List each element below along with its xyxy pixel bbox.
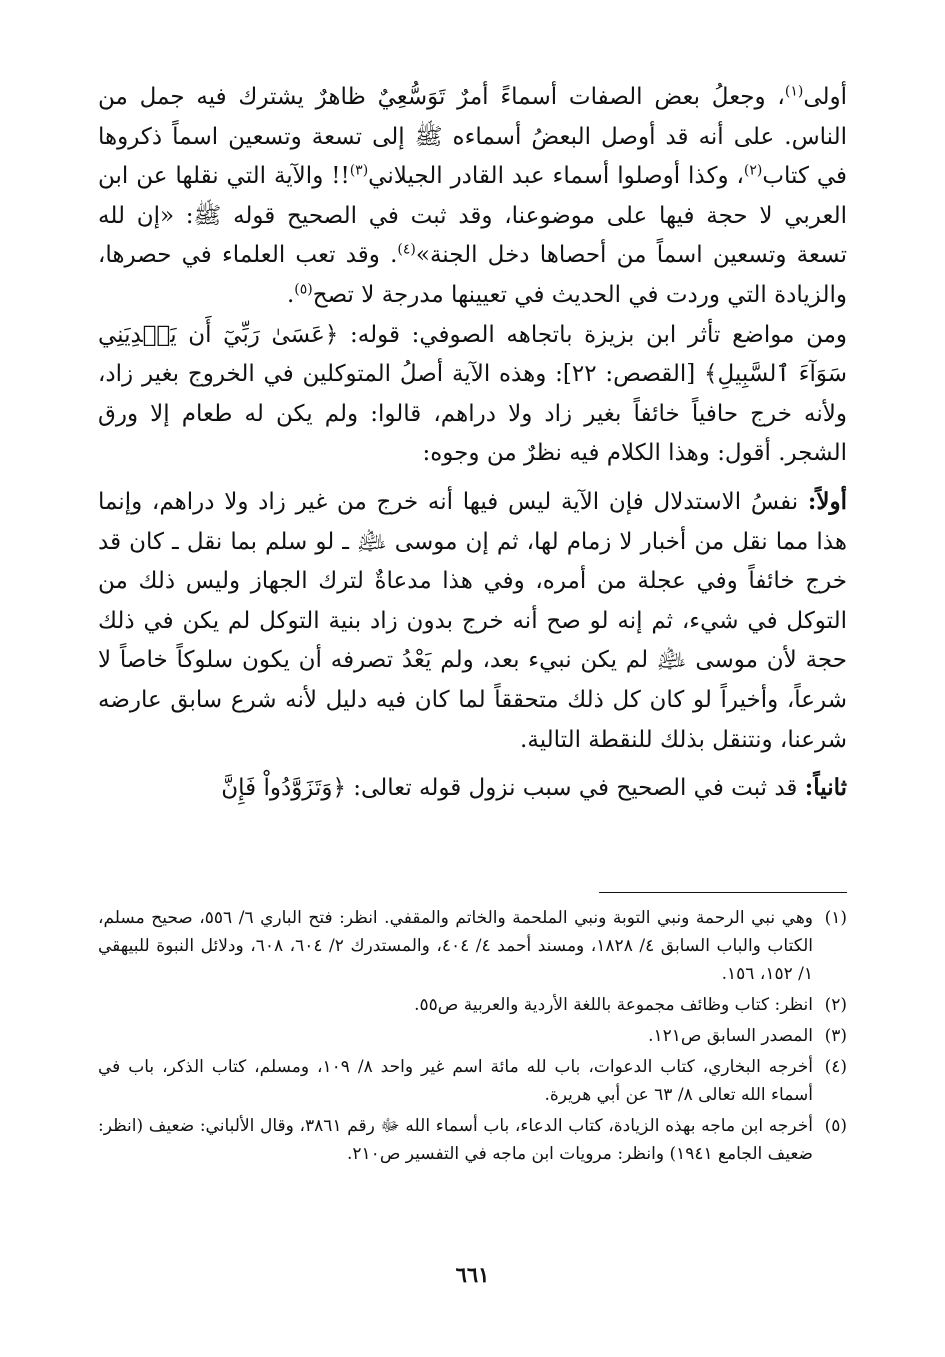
second-point-lead: ثانياً:: [804, 774, 847, 802]
paragraph-1-segment-3: ، وكذا أوصلوا أسماء عبد القادر الجيلاني: [368, 163, 744, 190]
paragraph-1-segment-6: .: [286, 281, 295, 308]
footnote-ref-5: (٥): [294, 281, 313, 298]
footnote-text: أخرجه ابن ماجه بهذه الزيادة، كتاب الدعاء، باب أسماء الله ﷻ رقم ٣٨٦١، وقال الألباني: ضعيف (انظر: ضعيف الجامع ١٩٤١) وانظر: مرويات ابن ماجه في التفسير ص٢١٠.: [98, 1116, 813, 1164]
footnote-text: المصدر السابق ص١٢١.: [648, 1026, 813, 1046]
paragraph-1-segment-5: . وقد تعب العلماء في حصرها، والزيادة التي وردت في الحديث في تعيينها مدرجة لا تصح: [98, 242, 847, 308]
footnote-text: وهي نبي الرحمة ونبي التوبة ونبي الملحمة والخاتم والمقفي. انظر: فتح الباري ٦/ ٥٥٦، صحيح مسلم، الكتاب والباب السابق ٤/ ١٨٢٨، ومسند أحمد ٤/ ٤٠٤، والمستدرك ٢/ ٦٠٤، ٦٠٨، ودلائل النبوة للبيهقي ١/ ١٥٢، ١٥٦.: [98, 908, 814, 984]
footnote-1: [98, 904, 847, 988]
footnote-4: [98, 1053, 847, 1109]
footnote-5: [98, 1112, 847, 1168]
footnote-ref-4: (٤): [397, 241, 416, 258]
page-number: ٦٦١: [455, 1262, 490, 1287]
first-point-lead: أولاً:: [807, 487, 847, 515]
second-point-text: قد ثبت في الصحيح في سبب نزول قوله تعالى: ﴿وَتَزَوَّدُواْ فَإِنَّ: [221, 775, 805, 802]
footnote-ref-3: (٣): [349, 162, 369, 179]
first-point-text: نفسُ الاستدلال فإن الآية ليس فيها أنه خرج من غير زاد ولا دراهم، وإنما هذا مما نقل من أخبار لا زمام لها، ثم إن موسى ﵇ ـ لو سلم بما نقل ـ كان قد خرج خائفاً وفي عجلة من أمره، وفي هذا مدعاةٌ لترك الجهاز وليس ذلك من التوكل في شيء، ثم إنه لو صح أنه خرج بدون زاد بنية التوكل لم يكن في ذلك حجة لأن موسى ﵇ لم يكن نبيء بعد، ولم يَعْدُ تصرفه أن يكون سلوكاً خاصاً لا شرعاً، وأخيراً لو كان كل ذلك متحققاً لما كان فيه دليل لأنه شرع سابق عارضه شرعنا، ونتنقل بذلك للنقطة التالية.: [98, 488, 847, 753]
footnote-number: (٢): [824, 995, 847, 1015]
footnote-ref-1: (١): [784, 83, 804, 100]
footnote-text: انظر: كتاب وظائف مجموعة باللغة الأردية والعربية ص٥٥.: [414, 995, 813, 1015]
paragraph-first-point: [98, 482, 847, 760]
footnote-number: (٣): [824, 1026, 847, 1046]
paragraph-second-point: [98, 768, 847, 809]
footnote-number: (٤): [824, 1057, 847, 1077]
footnote-number: (١): [824, 908, 847, 928]
footnote-text: أخرجه البخاري، كتاب الدعوات، باب لله مائة اسم غير واحد ٨/ ١٠٩، ومسلم، كتاب الذكر، باب في أسماء الله تعالى ٨/ ٦٣ عن أبي هريرة.: [98, 1057, 813, 1105]
paragraph-1: [98, 78, 847, 316]
footnote-ref-2: (٢): [743, 162, 763, 179]
footnote-separator: [599, 892, 847, 893]
footnote-2: [98, 991, 847, 1019]
paragraph-2: ومن مواضع تأثر ابن بزيزة باتجاهه الصوفي: قوله: ﴿عَسَىٰ رَبِّيٓ أَن يَهۡدِيَنِي سَوَآءَ ٱلسَّبِيلِ﴾ [القصص: ٢٢]: وهذه الآية أصلُ المتوكلين في الخروج بغير زاد، ولأنه خرج حافياً خائفاً بغير زاد ولا دراهم، قالوا: ولم يكن له طعام إلا ورق الشجر. أقول: وهذا الكلام فيه نظرٌ من وجوه:: [98, 321, 847, 467]
paragraph-1-segment-4: !! والآية التي نقلها عن ابن العربي لا حجة فيها على موضوعنا، وقد ثبت في الصحيح قوله ﷺ: «إن لله تسعة وتسعين اسماً من أحصاها دخل الجنة»: [98, 163, 847, 269]
footnotes: [98, 904, 847, 1171]
footnote-number: (٥): [824, 1116, 847, 1136]
paragraph-1-segment-1: أولى: [803, 84, 847, 110]
footnote-3: [98, 1022, 847, 1050]
main-body: [98, 78, 847, 809]
paragraph-1-segment-2: ، وجعلُ بعض الصفات أسماءً أمرٌ تَوَسُّعِيٌ ظاهرٌ يشترك فيه جمل من الناس. على أنه قد أوصل البعضُ أسماءه ﷺ إلى تسعة وتسعين اسماً ذكروها في كتاب: [98, 84, 848, 190]
